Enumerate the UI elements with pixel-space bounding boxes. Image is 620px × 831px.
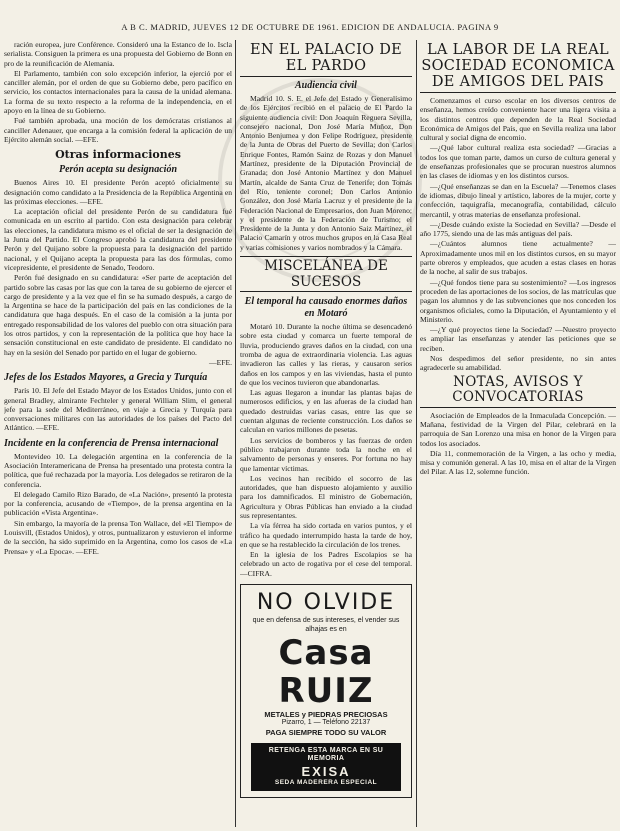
paragraph: Comenzamos el curso escolar en los diversos centros de enseñanza, hemos creído conveniente hacer una ligera visita a los distintos centros que dependen de la Real Sociedad Económica de Amigos del País, que en Sevilla realiza una labor cultural y social digna de encomio.: [420, 96, 616, 143]
article-heading-peron: Perón acepta su designación: [58, 164, 178, 176]
article-heading-jefes: Jefes de los Estados Mayores, a Grecia y Turquía: [4, 372, 208, 384]
ad-brand-name: Casa RUIZ: [278, 633, 374, 712]
section-heading-sucesos: MISCELÁNEA DE SUCESOS: [240, 256, 412, 292]
column-right: [420, 40, 616, 829]
column-middle: [240, 40, 412, 829]
paragraph: Los vecinos han recibido el socorro de las autoridades, que han dispuesto alojamiento y auxilio para los damnificados. El ministro de Gobernación, Agricultura y Obras Públicas han enviado a la ciudad sus representantes.: [240, 473, 412, 520]
advertisement-casa-ruiz: [240, 584, 412, 798]
column-divider: [235, 40, 236, 827]
paragraph: —¿Qué enseñanzas se dan en la Escuela? —Tenemos clases de idiomas, dibujo lineal y artístico, labores de la mujer, corte y confección, taquigrafía, mecanografía, contabilidad, cálculo mercantil, y otras materias de enseñanza profesional.: [420, 181, 616, 219]
column-left: [4, 40, 232, 829]
page-masthead: A B C. MADRID, JUEVES 12 DE OCTUBRE DE 1961. EDICION DE ANDALUCIA. PAGINA 9: [121, 22, 499, 32]
paragraph: Perón fué designado en su candidatura: «Ser parte de aceptación del partido sobre las casas por las que con la tarea de su gobierno de ejercer el cargo de presidente y a la vez que el fin se ha sumado después, a cargo de la Argentina se hace de la participación del país en las condiciones de la candidatura que haga después. En el caso de la comisión a la junta por entregado responsabilidad de los valores del pueblo con otra situación para los otros partidos, y con la representación de la política que hoy hace la sensación constitucional en este candidato de presidente. El candidato no hay en la sesión del Senado por partido en el lugar de gobierno.: [4, 273, 232, 357]
paragraph: La vía férrea ha sido cortada en varios puntos, y el tráfico ha quedado interrumpido hasta la tarde de hoy, en que se ha restablecido la circulación de los trenes.: [240, 521, 412, 549]
paragraph: —¿Cuántos alumnos tiene actualmente? —Aproximadamente unos mil en los distintos cursos, en su mayor parte obreros y empleados, que acuden a estas clases en horas de la noche, al salir de sus trabajos.: [420, 239, 616, 277]
paragraph: —¿Qué labor cultural realiza esta sociedad? —Gracias a todos los que toman parte, damos un curso de cultura general y de enseñanzas profesionales que se procuran nuestros alumnos en las clases de idiomas y en los distintos cursos.: [420, 143, 616, 181]
article-heading-incidente: Incidente en la conferencia de Prensa internacional: [4, 437, 219, 449]
section-heading-otras: Otras informaciones: [55, 148, 181, 162]
paragraph: Las aguas llegaron a inundar las plantas bajas de numerosos edificios, y en las afueras de la ciudad han quedado destruidas varias casas, entre las que se cuentan algunas de reciente construcción. Los daños se calculan en varios millones de pesetas.: [240, 388, 412, 435]
paragraph: Día 11, conmemoración de la Virgen, a las ocho y media, misa y comunión general. A las 10, misa en el altar de la Virgen del Pilar. A las 12, solemne función.: [420, 448, 616, 477]
paragraph: Sin embargo, la mayoría de la prensa Ton Wallace, del «El Tiempo» de Louisvill, (Estados Unidos), y otros, puntualizaron y estuvieron el informe de la sección, ha sido suprimido en la Argentina, como los casos de «La Prensa» y «La Epoca». —EFE.: [4, 518, 232, 556]
paragraph: —¿Y qué proyectos tiene la Sociedad? —Nuestro proyecto es ampliar las enseñanzas y atender las peticiones que se reciben.: [420, 325, 616, 353]
ad-text: METALES y PIEDRAS PRECIOSAS: [264, 710, 388, 720]
paragraph: Asociación de Empleados de la Inmaculada Concepción. —Mañana, festividad de la Virgen del Pilar, celebrará en la parroquia de San Lorenzo una misa en honor de la Virgen para todos los asociados.: [420, 410, 616, 448]
ad-text: que en defensa de sus intereses, el vender sus alhajas es en: [252, 617, 400, 633]
ad-headline: NO OLVIDE: [256, 590, 396, 616]
paragraph: —¿Qué fondos tiene para su sostenimiento? —Los ingresos proceden de las aportaciones de los socios, de las matrículas que pagan los alumnos y de las subvenciones que nos conceden los organismos oficiales, como la Diputación, el Ayuntamiento y el Ministerio.: [420, 277, 616, 324]
paragraph: El delegado Camilo Rizo Barado, de «La Nación», presentó la protesta por la conferencia, acusando de «Tiempo», de la prensa argentina en la publicación «Vista Argentina».: [4, 489, 232, 518]
column-divider: [416, 40, 417, 827]
article-heading-temporal: El temporal ha causado enormes daños en Motaró: [244, 296, 408, 320]
ad-text: PAGA SIEMPRE TODO SU VALOR: [265, 727, 387, 737]
paragraph: Los servicios de bomberos y las fuerzas de orden público trabajaron durante toda la noche en el salvamento de personas y enseres. Por fortuna no hay que lamentar víctimas.: [240, 435, 412, 473]
byline: —EFE.: [209, 357, 232, 367]
advertisement-exisa: [251, 743, 401, 791]
ad-text: RETENGA ESTA MARCA EN SU MEMORIA: [268, 746, 384, 763]
section-heading-notas: NOTAS, AVISOS Y CONVOCATORIAS: [420, 375, 616, 408]
paragraph: La aceptación oficial del presidente Perón de su candidatura fué comunicada en un escrito al partido. Con esta designación para celebrar las elecciones, la candidatura mismo es el oficial de ser la designación de la Junta del Partido. El Congreso aprobó la candidatura del presidente Perón y del Quijano sobre la propuesta para la designación del partido nacional, y el Quijano acepta la propuesta para las dos fórmulas, como vicepresidente, el presidente de Senado, Teodoro.: [4, 207, 232, 272]
ad-brand-name: EXISA: [301, 763, 351, 779]
paragraph: Nos despedimos del señor presidente, no sin antes agradecerle su amabilidad.: [420, 354, 616, 373]
paragraph: Madrid 10. S. E. el Jefe del Estado y Generalísimo de los Ejércitos recibió en el palacio de El Pardo la siguiente audiencia civil: Don Joaquín Reguera Sevilla, consejero nacional, Don José María Muñoz, Don Antonio Benjumea y don Felipe Rodríguez, presidente de la Junta de Obras del Puerto de Sevilla; don Carlos Enrique Fontes, Ramón Sainz de Rozas y don Manuel Martínez, presidente de la Diputación Provincial de Granada; don José Antonio Martínez y don Manuel Martín, alcalde de Santa Cruz de Tenerife; don Tomás del Río, teniente coronel; Don Carlos Antonio González, don José María Lacruz y el presidente de la Federación Nacional de Empresarios, don Juan Moreno; y el presidente de la Federación de Turismo; el Presidente de la Junta y don Antonio Saiz Martínez, el Palacio Camarín y otros muchos grupos en la Casa Real y varias comisiones y varios nombrados y la Cámara.: [240, 94, 412, 252]
paragraph: —¿Desde cuándo existe la Sociedad en Sevilla? —Desde el año 1775, siendo una de las más antiguas del país.: [420, 219, 616, 239]
paragraph: En la iglesia de los Padres Escolapios se ha celebrado un acto de rogativa por el cese del temporal. —CIFRA.: [240, 550, 412, 578]
paragraph: ración europea, jure Conférence. Consideró una la Estanco de lo. Iscla serialista. Consiguen la primera es una propuesta del Gobierno de Bonn en pro de la reunificación de Alemania.: [4, 40, 232, 68]
paragraph: Motaró 10. Durante la noche última se desencadenó sobre esta ciudad y comarca un fuerte temporal de lluvia, produciendo graves daños en la ciudad, con una tromba de agua de extraordinaria violencia. Las aguas invadieron las calles y las rieras, y causaron serios daños en los campos y en las viviendas, hasta el punto de que los vecinos tuvieron que abandonarlas.: [240, 322, 412, 387]
paragraph: Montevideo 10. La delegación argentina en la conferencia de la Asociación Interamericana de Prensa ha presentado una protesta contra la política, que fué rechazada por la mayoría. Los delegados se retiraron de la conferencia.: [4, 451, 232, 489]
ad-text: SEDA MADERERA ESPECIAL: [274, 778, 378, 786]
article-heading-palacio: EN EL PALACIO DE EL PARDO: [240, 42, 412, 77]
ad-address: Pizarro, 1 — Teléfono 22137: [281, 719, 371, 727]
paragraph: El Parlamento, también con solo excepción inferior, la ejerció por el canciller alemán, por el orden de que su Gobierno debe, pero pacífico en servicio, los contactos internacionales para la causa de la unidad alemana. La forma de su texto respecto a la reforma de la independencia, en el apoyo en la línea de su Gobierno.: [4, 68, 232, 116]
paragraph: París 10. El Jefe del Estado Mayor de los Estados Unidos, junto con el general Bradley, almirante Fechteler y general William Slim, el general jefe para la sede del Mediterráneo, en viaje a Grecia y Turquía para conversaciones militares con las autoridades de los países del Pacto del Atlántico. —EFE.: [4, 386, 232, 433]
paragraph: Buenos Aires 10. El presidente Perón aceptó oficialmente su designación como candidato a la Presidencia de la República Argentina en las próximas elecciones. —EFE.: [4, 178, 232, 206]
article-heading-sociedad: LA LABOR DE LA REAL SOCIEDAD ECONOMICA DE AMIGOS DEL PAIS: [420, 42, 616, 93]
paragraph: Fué también aprobada, una moción de los demócratas cristianos al canciller Adenauer, que encarga a la comisión federal la aplicación de un Ejército alemán social. —EFE.: [4, 116, 232, 144]
article-subheading-audiencia: Audiencia civil: [295, 80, 357, 91]
